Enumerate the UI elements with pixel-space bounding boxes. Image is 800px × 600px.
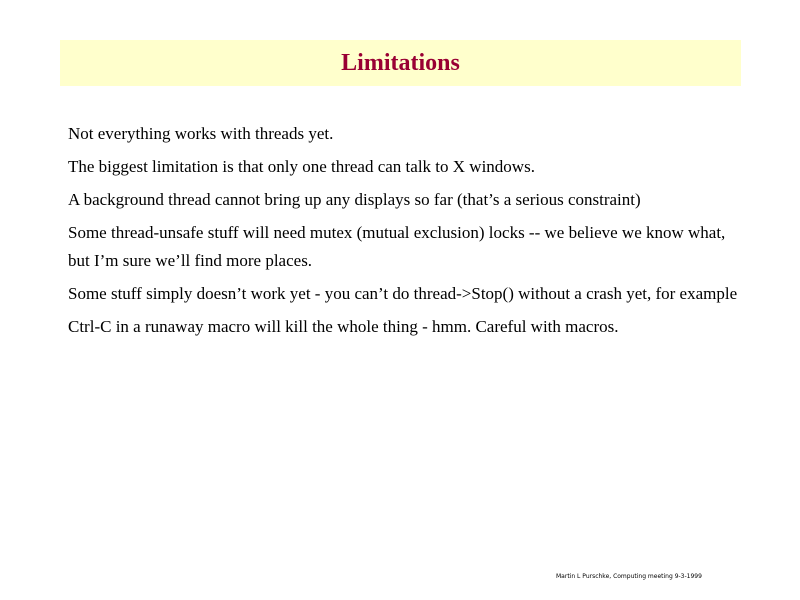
paragraph-6: Ctrl-C in a runaway macro will kill the whole thing - hmm. Careful with macros.: [68, 317, 619, 336]
title-banner: [60, 40, 741, 86]
paragraph-5: Some stuff simply doesn’t work yet - you can’t do thread->Stop() without a crash yet, for example: [68, 284, 738, 303]
paragraph-3: A background thread cannot bring up any displays so far (that’s a serious constraint): [68, 190, 641, 209]
paragraph-1: Not everything works with threads yet.: [68, 124, 334, 143]
slide-body: [68, 120, 738, 346]
slide-footer: Martin L Purschke, Computing meeting 9-3-1999: [556, 573, 702, 580]
slide-title: Limitations: [341, 50, 460, 76]
paragraph-2: The biggest limitation is that only one thread can talk to X windows.: [68, 157, 535, 176]
paragraph-4: Some thread-unsafe stuff will need mutex (mutual exclusion) locks -- we believe we know what, but I’m sure we’ll find more places.: [68, 223, 726, 270]
